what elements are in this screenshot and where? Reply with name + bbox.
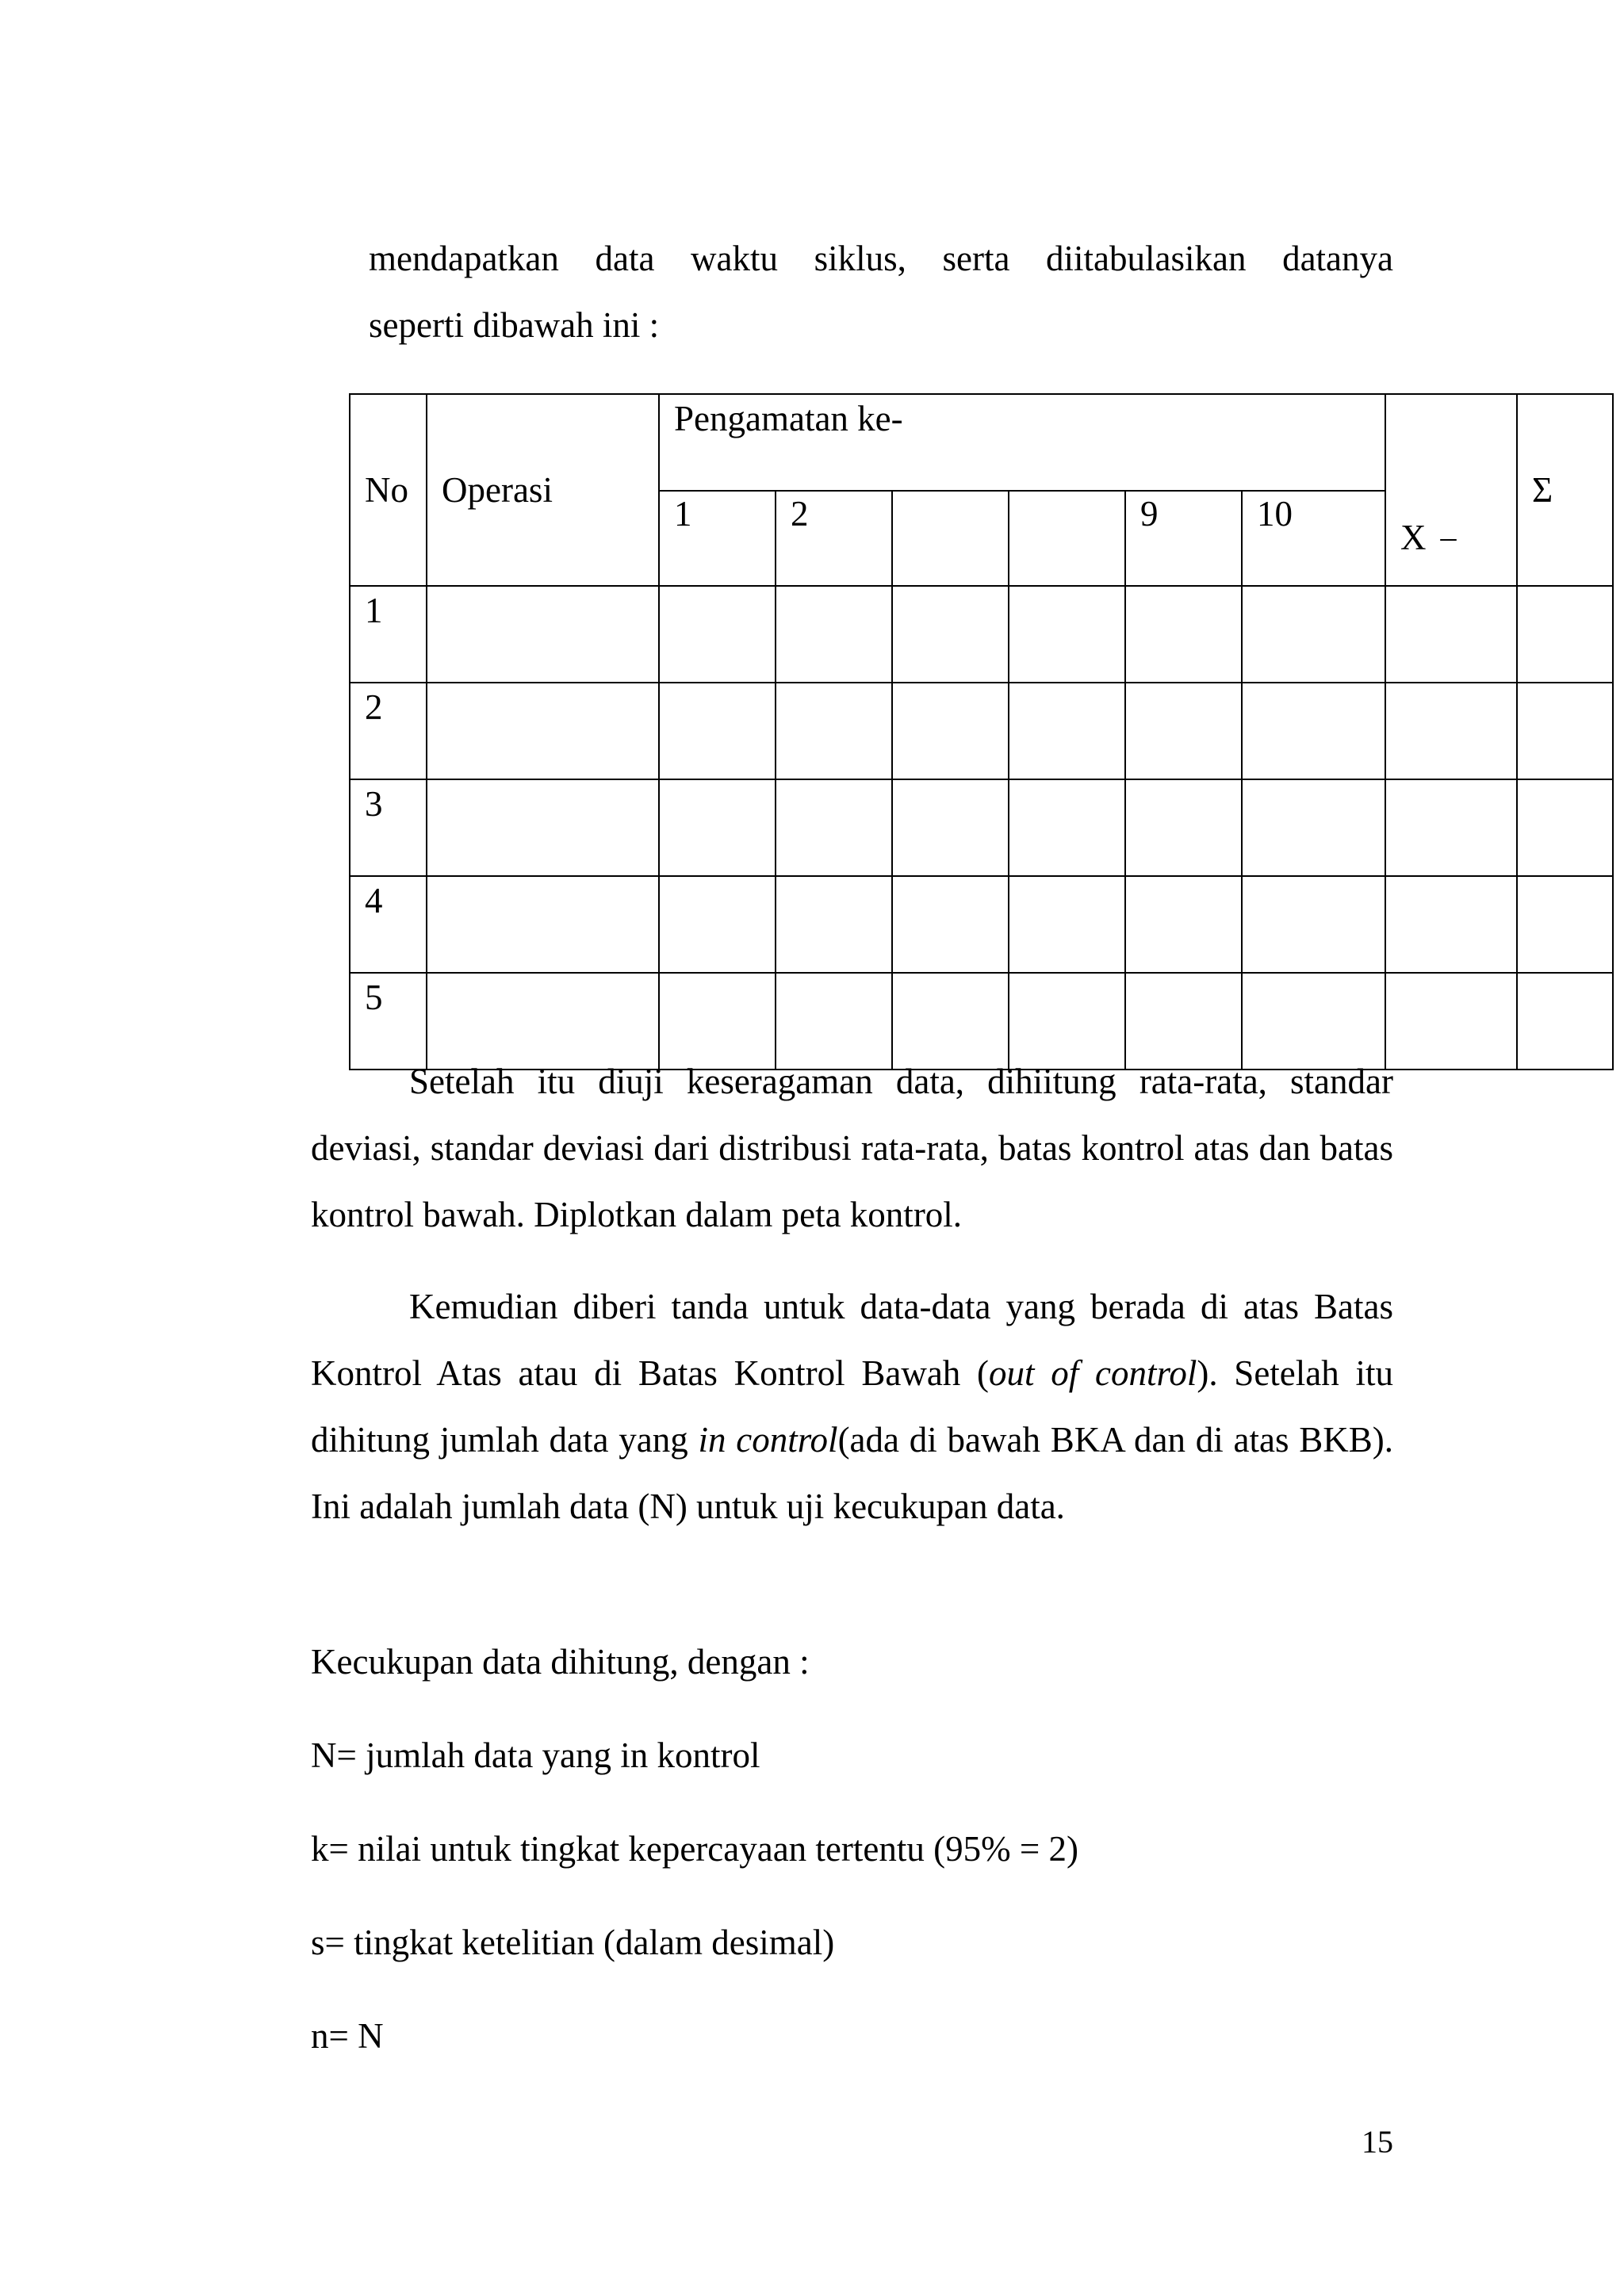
intro-line-2: seperti dibawah ini : [369,305,660,345]
header-pengamatan: Pengamatan ke- [659,394,1385,491]
table-row [350,779,1613,876]
header-operasi: Operasi [427,394,659,586]
table-row [350,586,1613,683]
header-no: No [350,394,427,586]
header-obs-10: 10 [1242,491,1385,586]
header-obs-1: 1 [659,491,776,586]
line-k-definition: k= nilai untuk tingkat kepercayaan tertentu (95% = 2) [311,1829,1078,1869]
page-number: 15 [1362,2124,1393,2160]
line-n-equals: n= N [311,2016,384,2056]
row-number: 4 [350,876,427,973]
row-number: 1 [350,586,427,683]
header-xbar [1385,394,1517,586]
paragraph-1-text: Setelah itu diuji keseragaman data, dihiitung rata-rata, standar deviasi, standar deviasi dari distribusi rata-rata, batas kontrol atas dan batas kontrol bawah. Diplotkan dalam peta kontrol. [311,1062,1393,1234]
row-number: 3 [350,779,427,876]
xbar-label: X [1400,518,1427,557]
paragraph-2-text: Kemudian diberi tanda untuk data-data yang berada di atas Batas Kontrol Atas atau di Batas Kontrol Bawah (out of control). Setelah itu dihitung jumlah data yang in control(ada di bawah BKA dan di atas BKB). Ini adalah jumlah data (N) untuk uji kecukupan data. [311,1287,1393,1526]
observation-table [349,393,1614,1070]
table-row [350,683,1613,779]
line-n-definition: N= jumlah data yang in kontrol [311,1735,760,1775]
row-number: 2 [350,683,427,779]
line-s-definition: s= tingkat ketelitian (dalam desimal) [311,1923,835,1962]
header-sigma: Σ [1517,394,1613,586]
intro-line-1: mendapatkan data waktu siklus, serta diitabulasikan datanya [369,239,1393,278]
table-row [350,876,1613,973]
italic-out-of-control: out of control [989,1353,1197,1393]
paragraph-1 [311,1048,1393,1248]
row-number: 5 [350,973,427,1070]
line-kecukupan: Kecukupan data dihitung, dengan : [311,1642,810,1682]
header-obs-2: 2 [776,491,892,586]
paragraph-2 [311,1273,1393,1540]
header-obs-4 [1009,491,1125,586]
xbar-mark: _ [1440,508,1457,544]
header-obs-3 [892,491,1009,586]
italic-in-control: in control [698,1420,838,1460]
header-obs-9: 9 [1125,491,1242,586]
